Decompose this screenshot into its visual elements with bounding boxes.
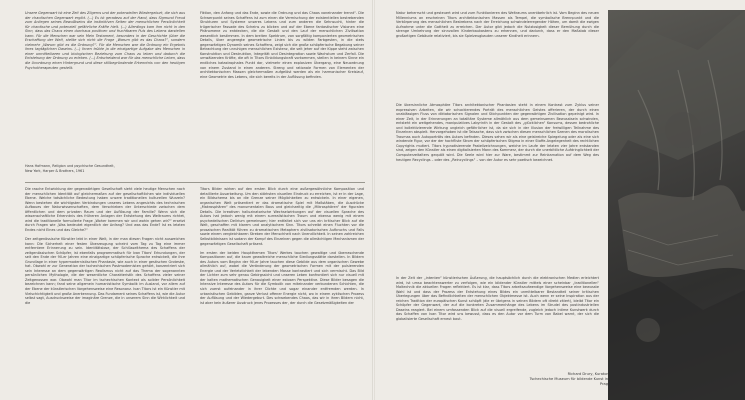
page-gutter [372,0,375,400]
section-divider [25,182,365,183]
artwork-photo [608,10,745,400]
body-text-column-3-bottom: In der Zeit der „intenten“ künstlerischen Äußerung, die hauptsächlich durch die elektronischen Medien erleichtert wird, ist umso beachtenswerter zu verfolgen, wie ein bildender Künstler mittels einer scheinbar „traditionellen“ Maltechnik die aktuellen Fragen reflektiert. Es ist klar, dass Titors arbeitsaufwendige Vorgehensweise eine bewusste Wahl ist und dass der Prozess der Entstehung eines Bildes ein unmittelbarer Bestandteil seiner kritischen Überlegungen über das Befindlichkeiten der menschlichen Objektmesse ist. Auch wenn er seine Inspiration aus der reichen Tradition der europäischen Kunst schöpft (die er übrigens in seinen Bildern oft direkt zitiert), bleibt Titor ein Schöpfer der Gegenwart, der auf die konkreten Zusammenhänge des Lebens im Strudel des postindustriellen Daseins reagiert. Bei einem umfassenden Blick auf die visuell ergreifende, zugleich jedoch intime Kunstwerk durch das Schaffen von Ivan Titor wird uns bewusst, dass es den Autor vor dem Turm von Babel warnt, der sich die globalisierte Gesellschaft erneut baut. [396,276,599,321]
quote-source [25,164,185,173]
body-text-column-1: Die rasche Entwicklung der gegenwärtigen Gesellschaft sieht viele heutige Menschen nach der menschlichen Identität auf gleichermaßen auf der gesellschaftlichen wie individuellen Ebene. Welche tatsächliche Bedeutung haben unsere traditionellen kulturellen Wurzeln? Wenn bestehen die wichtigsten Verbindungen unseres Lebens angesichts des technischen Aufbaues der Naturwissenschaften, dem Verschieben der Unterschiede zwischen dem öffentlichen und dem privaten Raum und der Auflösung der Familie? Wenn sich die wissenschaftliche Erkenntnis des früheren Anlagen der Entstehung des Weltraums richtet, wird die traditionelle formulierte Frage „Woher kommen wir und wohin gehen wir?“ ersetzt durch Fragen wie „Was bedeutet eigentlich der Anfang? Und was das Ende? Ist es letzten Endes nicht Eines und das Gleiche?“ Der zeitgenössische Künstler lebt in einer Welt, in der man diesen Fragen nicht ausweichen kann: Die Sicherheit einer festen Überzeugung scheint vom Tag zu Tag eine immer entferntere Erinnerung zu sein. Identitätslose, der Schlüsselthema des Schaffens der zeitgenössischen Schöpfer, ist ebenfalls programmatisch für Ivan Titors' Erkundungen, der seit den Ende der 90-er Jahren eine einzigartige schöpferische Sprache entwickelt, die ihre Grundlage in einer hypermodernistischen Phantasie, wie auch in einer gestischen Groteske, hat. Obwohl er zur Generation der tschechischen Postmodernisten gehört, konzentriert sich sein Interesse an dem gegenwärtigen Realismus nicht auf das Thema der sogenannten persönlichen Mythologie, die der wesentliche Charakteristik des Schaffens vieler seiner Zeitgenossen war. Obwohl man Titor im tschechischen Kontext als solider Persönlichkeit bezeichnen kann; fand seine allgemein humanistische Symbolik im Ausland, vor allem auf der Ebene der künstlerischen Vorgehensweise eine Resonanz. Ivan Titors ist ein Künstler mit Vielschichtigkeit und große Anerkennung. Das Fundament seines Schaffens ist, wie die Autor selbst sagt, Ausdrucksweise der imaginäre Grenze, die in unserem Sinn die Wirklichkeit und die [25,187,185,305]
artwork-illustration [608,10,745,400]
quote-source-line2: New York, Harper & Brothers, 1961 [25,168,85,173]
signature-name: Richard Drury, Kurator [567,372,608,376]
body-text-column-2-bottom: Titors Bilder wirken auf den ersten Blick durch eine außergewöhnliche Komposition und detaillierte Ausarbeitung. Um den stärksten visuellen Eindruck zu erreichen, ist er in der Lage, ein Bildschema bis an die Grenze seiner Möglichkeiten zu entwickeln. In einer eigenen, organischen Welt präsentiert er das dramatische Spiel mit Maßstäben, die Ausdrücke „Makrosphären“ des monumentalen Baus und gleichzeitig die „Mikrosphären“ der figuralen Details. Die kreativen halluzinatorische Wechselwirkungen auf der visuellen Sprache des Autors hat jedoch wenig mit einem surrealistischen Traum und ebenso wenig mit einem psychedelischen Delirium gemeinsam; hier entfaltet sich vor uns ein kritischer Blick auf die Welt, geschaffen mit klarem und analytischem Sinn. Titors schreibt einen Fluchten vor die prosaischen Realität führen zu dramatischen Metaphern zivilisatorischen Aufbruchs und Falls sowie einem vergleichbaren Streben der Menschheit nach Unendlichkeit. In seinen zahlreichen Selbstbildnissen ist sodann der Kampf des Einzelnen gegen die allmächtigen Mechanismen der gegenwärtigen Gesellschaft präsent. Im ersten der beiden Hauptthemen Titors' Werkes tauchen gewaltige und überraschende Kompositionen auf, die kaum gewaltreiche menschliche Siedlungsstätte darstellen. In Bildern des Autors vom Beginn der 90-er Jahre tauchen diese Gebilde aus dem organischen Gewebe allmählich auf, wobei die Veränderung der geometrischen Formen mit der pulsierenden Energie und der Verletzlichkeit der lebenden Masse kontrastiert und sich vermischt. Das Bild der Lichter zum sehr genau Gebirgssicht und unseren Leben konfrontiert sich nur visuell mit der kalten mathematischen Genauigkeit einer exlosen Perspektive. Diese Bilder besagen die Intensive Interesse des Autors für die Symbolik von miteinander verbundenen Schichten, die sich zuerst aufeinander in ihrer Dichte und sogar einander entfremden werden. In urbanistischen Gebilden, ganze Verlust offener Energie nicht, wo in einem zyklischen Prozess der Auflösung und der Wiedergeburt. Des schwebendes Chaos, das wir in ihren Bildern nicht, ist aber kein äußerer Ausdruck jenes Prozesses der, der durch die Gesetzmäßigkeiten der [200,187,364,305]
intro-quote: Unsere Gegenwart ist eine Zeit des Zögerns und der potenziellen Wiedergeburt, die sich aus der chaotischen Gegenwart ergibt. (...) Es ist geradezu auf der Hand, dass Sigmund Freud zum Anliegen seines Bewußtseins die instinktiven Seiten der menschlichen Persönlichkeit für chaotische und potenziell gefährliche Kräfte hielt. (...) Allerdings kam ihm nicht in den Sinn, dass das Chaos einen durchaus positiven und fruchtbaren Puls des Lebens darstellen kann. Für die Menschen war sein Mein Testament, besonders in der Geschichte (über die Erschaffung der Welt, stellte sich nicht die Frage „Warum gibt es das Chaos?“, sondern vielmehr „Warum gibt es die Ordnung?“. Für die Menschen war die Ordnung ein Ergebnis ihres tagtäglichen Daseins. (...) Ihnen trübte ja die einzigartige Aufgabe des Menschen in einer unmittelbaren und biologischen Beziehung zum Chaos zu leben und dadurch die Entstehung der Ordnung zu erleben. (...) Entscheidend war für das menschliche Leben, dass die Unordnung einen Hintergrund und diese stillbegründende Erkenntnis von den heutigen Psychotherapeuten gestellt. [25,11,185,70]
quote-source-line1: Hans Hofmann, Religion und psychische Gesundheit, [25,164,115,168]
body-text-column-3-top: Natur beherrscht und gesteuert wird und zum Funktionieren des Weltraums unentbehrlich ist. Vom Beginn des neuen Millenniums an erscheinen Titors architektonischen Massen als Tempel, die symbolische Brennpunkt und die Verkörperung des menschlichen Bestrebens nach der Erreichung schwindelerregender Höhen, um damit die ewigen Aufnahme unter die Gottheit zu erreichen. Der Autor gibt jedoch die Nutzlosigkeit dieser Bemühung durch die strenge Umkehrung der sinnvollen Kinderbaukastens zu erkennen, und dadurch, dass er den Maßstab dieser großartigen Gebäude relativiert, bis sie Spielzeugbauten unserer Kindheit erinnern. [396,11,599,38]
body-text-column-3-middle: Die übersinnliche Atmosphäre Titors architektonischer Phantasien steht in einem Kontrast zum Zyklus seiner expressiven Arbeiten, die wir schockierendes Porträt des menschlichen Geistes offerieren, der durch einen unablässigen Fluss von diktatorischen Signalen und Stichpunkten der gegenwärtigen Zivilisation gepeinigt wird. In einer Zeit, in der Erinnerungen an totalitäre Systeme allmählich aus dem gemeinsamen Bewusstsein schwinden, entsteht ein weitgehendes, manipulatives Labyrinth in der Gestalt des „glücklichen“ Konsums, dessen bedrohliche und kollektivierende Wirkung ungleich gefährlicher ist, da sie sich in der Illusion der freiwilligen Teilnahme des Einzelnen abspielt. Hervorgehoben ist die Tatsache, dass sich zwischen diesen menschlichen Szenen des moralischen Traumas auch Autoporträts des Autors befinden. Dieses sehen wir als eine geistreiche Spiegelung oder als eine sich windende Figur, vor der der hochfliste Strom der schöpferischen Stigma in einer Stoffe-Angelegenheit des rechtlichen Copyrights mutiert. Titors hypnotisierende Pastellzeichnungen, welche im Laufe der letzten vier Jahre entstanden sind, zeigen den Künstler als einen digitalisierten Mann des Kommerz, der durch die unerbittliche Aufdringlichkeit der Computerzeitalters gequält wird. Die Seele wird hier zur Ware, bestimmt zur Reinkarnation auf dem Weg des heutigen Recyclings – oder des „Reincyclings“ – von der Autor es sehr poetisch bezeichnet. [396,103,599,162]
signature-institution: Tschechische Museum für bildende Kunst in Prag [529,376,608,386]
body-text-column-2-top: Fiktion, den Anfang und das Ende, sowie die Ordnung und das Chaos voneinander trennt“. Die Schwerpunkt seines Schaffens ist zum einen die Vermischung der existentiellen bestrebenden Strukturen und Systeme unseres Lebens und zum anderen die Sehnsucht, hinter die trügerischer Fassade des Scheins zu blicken und auf der Ebene fantastischer Visionen eine Phänomene zu entdecken, die die Gestalt und den Lauf der menschlichen Zivilisation wesentlich bestimmen. In dem breiten Spektrum, von sorgfältig komponierten geometrischen Details, über angeregte geometrische Linien bis zu wilden Farbgesten, in die stets gegenwärtigen Dynamik seines Schaffens, zeigt sich die große schöpferische Begabung seiner Betrachtung der unruhigen menschlichen Existenz, die seit jeher auf der Kippe steht zwischen Konstruktion und Destruktion, Integrität und Desintegration sowie Wachstum und Zerfall. Die umwälzenden Kräfte, die oft in Titors Einbildungskraft vorkommen, stellen in keinem Sinne ein endliches katastrophales Punkt dar, vielmehr einen explosiven Übergang, eine Neuordnung von einem Zustand in einen anderen. Streng und rationale Formen von Elementen der architektonischen Massen gleichermaßen aufgelöst werden als ein harmonischer Kreislauf, eine Geometrie des Lebens, die sich bereits in der Auflösung befinden. [200,11,364,79]
author-signature [528,372,608,386]
